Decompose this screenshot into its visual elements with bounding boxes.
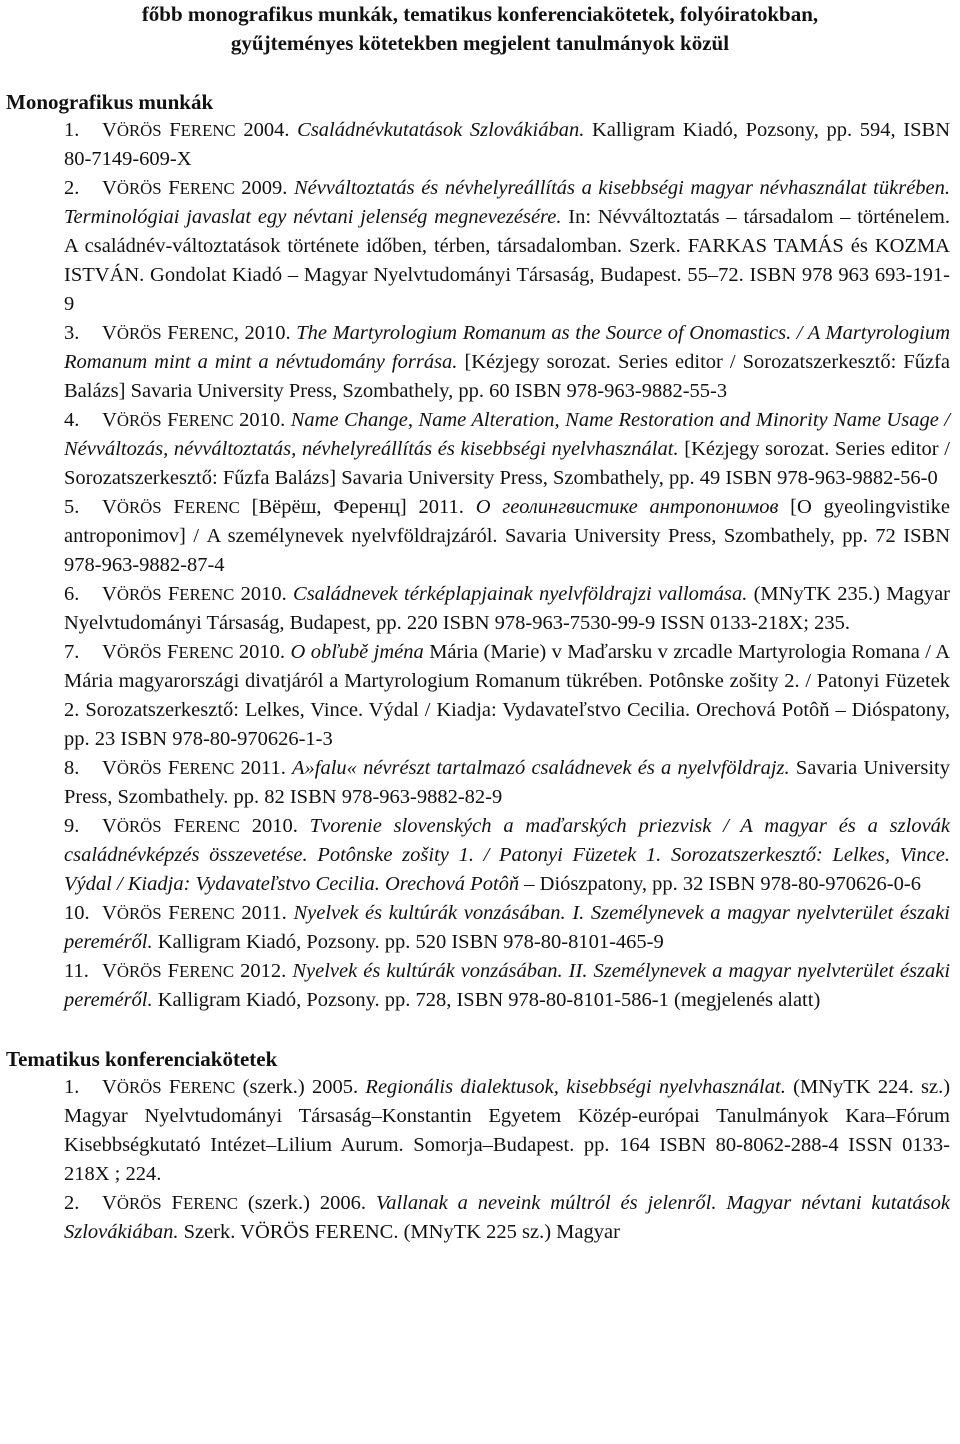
author-rest-oros: ÖRÖS — [116, 817, 162, 836]
author-rest-oros: ÖRÖS — [116, 904, 162, 923]
entry-number: 9. — [64, 815, 80, 837]
author-initial-v: V — [102, 177, 117, 199]
author-initial-f: F — [167, 960, 180, 982]
author-initial-v: V — [102, 583, 117, 605]
section-heading-thematic: Tematikus konferenciakötetek — [6, 1047, 278, 1071]
entry-title: The Martyrologium Romanum as the Source of Onomastics. / A Martyrologium Romanum mint a mint a névtudomány forrása. — [64, 322, 951, 373]
entry-title: Családnevek térképlapjainak nyelvföldrajzi vallomása. — [293, 583, 748, 605]
entry-publication: [O gyeolingvistike antroponimov] / A személynevek nyelvföldrajzáról. Savaria University Press, Szombathely, pp. 72 ISBN 978-963-9882-87-4 — [64, 496, 950, 576]
entry-year: 2010. — [233, 641, 291, 663]
entry-author — [102, 1076, 235, 1098]
entry-publication: (MNyTK 235.) Magyar Nyelvtudományi Társaság, Budapest, pp. 220 ISBN 978-963-7530-99-9 ISSN 0133-218X; 235. — [64, 583, 951, 634]
list-item — [0, 580, 960, 638]
entry-number: 2. — [64, 177, 80, 199]
entry-number: 6. — [64, 583, 80, 605]
entry-publication: – Diószpatony, pp. 32 ISBN 978-80-970626-0-6 — [519, 873, 921, 895]
entry-year: 2009. — [234, 177, 294, 199]
author-initial-v: V — [102, 902, 117, 924]
entry-year: 2011. — [234, 902, 294, 924]
author-initial-v: V — [102, 641, 117, 663]
entry-author — [102, 757, 234, 779]
author-rest-oros: ÖRÖS — [116, 643, 162, 662]
entry-publication: (MNyTK 224. sz.) Magyar Nyelvtudományi Társaság–Konstantin Egyetem Közép-európai Tanulmányok Kara–Fórum Kisebbségkutató Intézet–Lilium Aurum. Somorja–Budapest. pp. 164 ISBN 80-8062-288-4 ISSN 0133-218X ; 224. — [64, 1076, 951, 1185]
author-initial-v: V — [102, 960, 117, 982]
author-rest-erenc: ERENC — [179, 179, 235, 198]
author-rest-oros: ÖRÖS — [116, 1078, 162, 1097]
author-rest-erenc: ERENC — [184, 498, 240, 517]
entry-author — [102, 409, 234, 431]
list-item — [0, 116, 960, 174]
entry-year: [Вёрёш, Ференц] 2011. — [239, 496, 476, 518]
entry-publication: [Kézjegy sorozat. Series editor / Sorozatszerkesztő: Fűzfa Balázs] Savaria University Press, Szombathely, pp. 49 ISBN 978-963-9882-56-0 — [64, 438, 951, 489]
entry-title: Névváltoztatás és névhelyreállítás a kisebbségi magyar névhasználat tükrében. Terminológiai javaslat egy névtani jelenség megnevezésére. — [64, 177, 951, 228]
author-rest-oros: ÖRÖS — [116, 411, 162, 430]
entry-title: Vallanak a neveink múltról és jelenről. Magyar névtani kutatások Szlovákiában. — [64, 1192, 951, 1243]
author-initial-v: V — [102, 1192, 117, 1214]
entry-publication: Kalligram Kiadó, Pozsony, pp. 594, ISBN 80-7149-609-X — [64, 119, 950, 170]
author-initial-f: F — [168, 177, 180, 199]
author-initial-f: F — [168, 902, 180, 924]
author-initial-v: V — [102, 815, 117, 837]
author-rest-oros: ÖRÖS — [116, 585, 162, 604]
monographs-list — [0, 116, 960, 1015]
entry-title: Nyelvek és kultúrák vonzásában. II. Személynevek a magyar nyelvterület északi pereméről. — [64, 960, 951, 1011]
entry-author — [102, 902, 235, 924]
entry-year: 2011. — [234, 757, 292, 779]
page-title-line1: főbb monografikus munkák, tematikus konferenciakötetek, folyóiratokban, — [141, 2, 819, 26]
page-title-line2: gyűjteményes kötetekben megjelent tanulmányok közül — [230, 31, 730, 55]
list-item — [0, 812, 960, 899]
entry-publication: Savaria University Press, Szombathely. pp. 82 ISBN 978-963-9882-82-9 — [64, 757, 951, 808]
entry-year: 2004. — [235, 119, 298, 141]
author-initial-v: V — [102, 409, 117, 431]
list-item — [0, 493, 960, 580]
author-rest-erenc: ERENC — [178, 324, 234, 343]
author-rest-erenc: ERENC — [180, 1078, 236, 1097]
author-rest-erenc: ERENC — [178, 643, 234, 662]
author-rest-erenc: ERENC — [179, 904, 235, 923]
entry-publication: Kalligram Kiadó, Pozsony. pp. 520 ISBN 978-80-8101-465-9 — [152, 931, 664, 953]
author-rest-oros: ÖRÖS — [116, 962, 162, 981]
entry-number: 3. — [64, 322, 80, 344]
entry-year: 2010. — [233, 409, 291, 431]
list-item — [0, 899, 960, 957]
author-initial-v: V — [102, 119, 117, 141]
entry-year: 2010. — [239, 815, 310, 837]
thematic-list — [0, 1073, 960, 1247]
author-rest-oros: ÖRÖS — [116, 498, 162, 517]
list-item — [0, 957, 960, 1015]
entry-number: 1. — [64, 1076, 80, 1098]
entry-title: Családnévkutatások Szlovákiában. — [297, 119, 585, 141]
author-initial-f: F — [171, 1192, 183, 1214]
author-initial-f: F — [173, 815, 185, 837]
entry-number: 2. — [64, 1192, 80, 1214]
list-item — [0, 754, 960, 812]
author-initial-f: F — [167, 641, 179, 663]
entry-number: 11. — [64, 960, 89, 982]
author-rest-oros: ÖRÖS — [116, 179, 162, 198]
author-initial-v: V — [102, 322, 117, 344]
entry-year: 2012. — [234, 960, 293, 982]
entry-author — [102, 815, 240, 837]
entry-title: A»falu« névrészt tartalmazó családnevek és a nyelvföldrajz. — [292, 757, 790, 779]
list-item — [0, 1073, 960, 1189]
entry-author — [102, 496, 240, 518]
entry-publication: Kalligram Kiadó, Pozsony. pp. 728, ISBN 978-80-8101-586-1 (megjelenés alatt) — [152, 989, 821, 1011]
entry-number: 1. — [64, 119, 80, 141]
author-rest-erenc: ERENC — [178, 411, 234, 430]
author-initial-f: F — [169, 119, 181, 141]
entry-year: , 2010. — [233, 322, 297, 344]
entry-publication: Mária (Marie) v Maďarsku v zrcadle Martyrologia Romana / A Mária magyarországi divatjáról a Martyrologium Romanum tükrében. Potônske zošity 2. / Patonyi Füzetek 2. Sorozatszerkesztő: Lelkes, Vince. Výdal / Kiadja: Vydavateľstvo Cecilia. Orechová Potôň – Dióspatony, pp. 23 ISBN 978-80-970626-1-3 — [64, 641, 950, 750]
list-item — [0, 174, 960, 319]
entry-publication: In: Névváltoztatás – társadalom – történelem. A családnév-változtatások története időben, térben, társadalomban. Szerk. FARKAS TAMÁS és KOZMA ISTVÁN. Gondolat Kiadó – Magyar Nyelvtudományi Társaság, Budapest. 55–72. ISBN 978 963 693-191-9 — [64, 206, 950, 315]
entry-title: О геолингвистике антропонимов — [475, 496, 779, 518]
section-heading-monographs: Monografikus munkák — [6, 90, 214, 114]
entry-title: Regionális dialektusok, kisebbségi nyelvhasználat. — [365, 1076, 786, 1098]
author-rest-oros: ÖRÖS — [116, 1194, 162, 1213]
author-rest-erenc: ERENC — [182, 1194, 239, 1213]
author-initial-f: F — [167, 583, 180, 605]
author-initial-f: F — [167, 757, 180, 779]
author-rest-oros: ÖRÖS — [116, 121, 162, 140]
list-item — [0, 319, 960, 406]
entry-publication: Szerk. VÖRÖS FERENC. (MNyTK 225 sz.) Magyar — [178, 1221, 620, 1243]
entry-number: 10. — [64, 902, 90, 924]
entry-number: 8. — [64, 757, 80, 779]
author-rest-erenc: ERENC — [179, 962, 235, 981]
entry-year: (szerk.) 2005. — [235, 1076, 366, 1098]
author-rest-erenc: ERENC — [179, 759, 235, 778]
entry-publication: [Kézjegy sorozat. Series editor / Sorozatszerkesztő: Fűzfa Balázs] Savaria University Press, Szombathely, pp. 60 ISBN 978-963-9882-55-3 — [64, 351, 950, 402]
author-rest-erenc: ERENC — [184, 817, 240, 836]
entry-author — [102, 641, 234, 663]
author-rest-oros: ÖRÖS — [116, 324, 162, 343]
entry-title: Name Change, Name Alteration, Name Restoration and Minority Name Usage / Névváltozás, névváltoztatás, névhelyreállítás és kisebbségi nyelvhasználat. — [64, 409, 951, 460]
author-rest-erenc: ERENC — [180, 121, 236, 140]
author-initial-v: V — [102, 1076, 117, 1098]
entry-author — [102, 960, 234, 982]
entry-number: 4. — [64, 409, 80, 431]
entry-year: (szerk.) 2006. — [238, 1192, 376, 1214]
entry-author — [102, 177, 235, 199]
author-rest-erenc: ERENC — [179, 585, 235, 604]
entry-author — [102, 583, 234, 605]
entry-author — [102, 322, 234, 344]
author-initial-f: F — [167, 322, 179, 344]
author-initial-f: F — [168, 1076, 181, 1098]
entry-author — [102, 119, 236, 141]
author-initial-v: V — [102, 757, 117, 779]
list-item — [0, 1189, 960, 1247]
entry-number: 5. — [64, 496, 80, 518]
entry-author — [102, 1192, 238, 1214]
author-initial-v: V — [102, 496, 117, 518]
entry-title: O obľubě jména — [290, 641, 424, 663]
entry-title: Nyelvek és kultúrák vonzásában. I. Személynevek a magyar nyelvterület északi pereméről. — [64, 902, 950, 953]
entry-year: 2010. — [234, 583, 294, 605]
entry-title: Tvorenie slovenských a maďarských priezvisk / A magyar és a szlovák családnévképzés összevetése. Potônske zošity 1. / Patonyi Füzetek 1. Sorozatszerkesztő: Lelkes, Vince. Výdal / Kiadja: Vydavateľstvo Cecilia. Orechová Potôň — [64, 815, 951, 895]
entry-number: 7. — [64, 641, 80, 663]
list-item — [0, 638, 960, 754]
author-initial-f: F — [173, 496, 185, 518]
author-rest-oros: ÖRÖS — [116, 759, 162, 778]
list-item — [0, 406, 960, 493]
author-initial-f: F — [167, 409, 179, 431]
